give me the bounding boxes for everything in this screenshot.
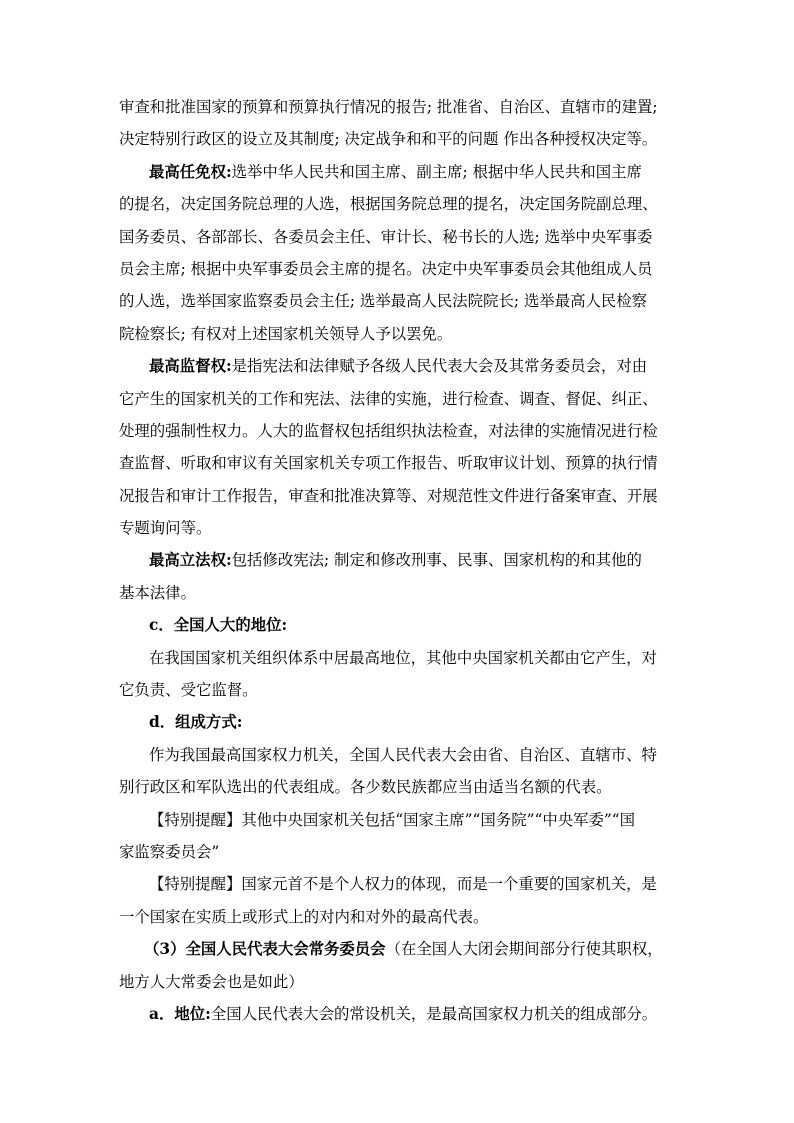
line-text: 专题询问等。 bbox=[119, 519, 212, 538]
line-text: 地方人大常委会也是如此） bbox=[119, 972, 304, 991]
line-text: 选举中华人民共和国主席、副主席; 根据中华人民共和国主席 bbox=[231, 162, 642, 181]
text-line bbox=[119, 771, 685, 803]
text-line bbox=[119, 868, 685, 900]
text-line bbox=[119, 609, 685, 641]
line-text: 查监督、听取和审议有关国家机关专项工作报告、听取审议计划、预算的执行情 bbox=[119, 454, 658, 473]
bold-lead: c．全国人大的地位: bbox=[149, 616, 288, 635]
line-text: 是指宪法和法律赋予各级人民代表大会及其常务委员会，对由 bbox=[231, 357, 648, 376]
text-line bbox=[119, 836, 685, 868]
line-text: 决定特别行政区的设立及其制度; 决定战争和和平的问题 作出各种授权决定等。 bbox=[119, 130, 658, 149]
text-line bbox=[119, 318, 685, 350]
text-line bbox=[119, 188, 685, 220]
text-line bbox=[119, 933, 685, 965]
line-text: 【特别提醒】其他中央国家机关包括“国家主席”“国务院”“中央军委”“国 bbox=[149, 810, 636, 829]
text-line bbox=[119, 123, 685, 155]
text-line bbox=[119, 804, 685, 836]
bold-lead: 最高任免权: bbox=[149, 162, 232, 181]
bold-lead: a．地位: bbox=[149, 1004, 211, 1023]
line-text: 别行政区和军队选出的代表组成。各少数民族都应当由适当名额的代表。 bbox=[119, 778, 612, 797]
bold-lead: 最高立法权: bbox=[149, 551, 232, 570]
text-line bbox=[119, 156, 685, 188]
line-text: 它产生的国家机关的工作和宪法、法律的实施，进行检查、调查、督促、纠正、 bbox=[119, 389, 658, 408]
text-line bbox=[119, 221, 685, 253]
text-line bbox=[119, 901, 685, 933]
text-line bbox=[119, 253, 685, 285]
text-line bbox=[119, 350, 685, 382]
text-line bbox=[119, 512, 685, 544]
line-text: 基本法律。 bbox=[119, 583, 196, 602]
document-page bbox=[119, 91, 685, 1030]
text-line bbox=[119, 447, 685, 479]
line-text: 在我国国家机关组织体系中居最高地位，其他中央国家机关都由它产生，对 bbox=[149, 648, 657, 667]
bold-lead: 最高监督权: bbox=[149, 357, 232, 376]
line-text: 的人选，选举国家监察委员会主任; 选举最高人民法院院长; 选举最高人民检察 bbox=[119, 292, 648, 311]
text-line bbox=[119, 674, 685, 706]
line-text: 作为我国最高国家权力机关，全国人民代表大会由省、自治区、直辖市、特 bbox=[149, 745, 657, 764]
text-line bbox=[119, 577, 685, 609]
line-text: 员会主席; 根据中央军事委员会主席的提名。决定中央军事委员会其他组成人员 bbox=[119, 259, 653, 278]
text-line bbox=[119, 544, 685, 576]
line-text: 一个国家在实质上或形式上的对内和对外的最高代表。 bbox=[119, 907, 489, 926]
bold-lead: d．组成方式: bbox=[149, 713, 243, 732]
text-line bbox=[119, 998, 685, 1030]
text-line bbox=[119, 480, 685, 512]
line-text: 包括修改宪法; 制定和修改刑事、民事、国家机构的和其他的 bbox=[231, 551, 642, 570]
text-line bbox=[119, 966, 685, 998]
text-line bbox=[119, 642, 685, 674]
line-text: 的提名，决定国务院总理的人选，根据国务院总理的提名，决定国务院副总理、 bbox=[119, 195, 658, 214]
line-text: 审查和批准国家的预算和预算执行情况的报告; 批准省、自治区、直辖市的建置; bbox=[119, 98, 658, 116]
line-text: 院检察长; 有权对上述国家机关领导人予以罢免。 bbox=[119, 324, 453, 343]
line-text: 全国人民代表大会的常设机关，是最高国家权力机关的组成部分。 bbox=[210, 1004, 658, 1023]
line-text: 它负责、受它监督。 bbox=[119, 681, 258, 700]
text-line bbox=[119, 415, 685, 447]
text-line bbox=[119, 739, 685, 771]
text-line bbox=[119, 706, 685, 738]
text-line bbox=[119, 91, 685, 123]
line-text: 家监察委员会” bbox=[119, 842, 220, 861]
text-line bbox=[119, 285, 685, 317]
line-text: 【特别提醒】国家元首不是个人权力的体现，而是一个重要的国家机关，是 bbox=[149, 875, 657, 894]
bold-lead: （3）全国人民代表大会常务委员会 bbox=[144, 940, 386, 959]
line-text: （在全国人大闭会期间部分行使其职权， bbox=[385, 940, 663, 959]
line-text: 处理的强制性权力。人大的监督权包括组织执法检查，对法律的实施情况进行检 bbox=[119, 421, 658, 440]
line-text: 况报告和审计工作报告，审查和批准决算等、对规范性文件进行备案审查、开展 bbox=[119, 486, 658, 505]
line-text: 国务委员、各部部长、各委员会主任、审计长、秘书长的人选; 选举中央军事委 bbox=[119, 227, 653, 246]
text-line bbox=[119, 383, 685, 415]
